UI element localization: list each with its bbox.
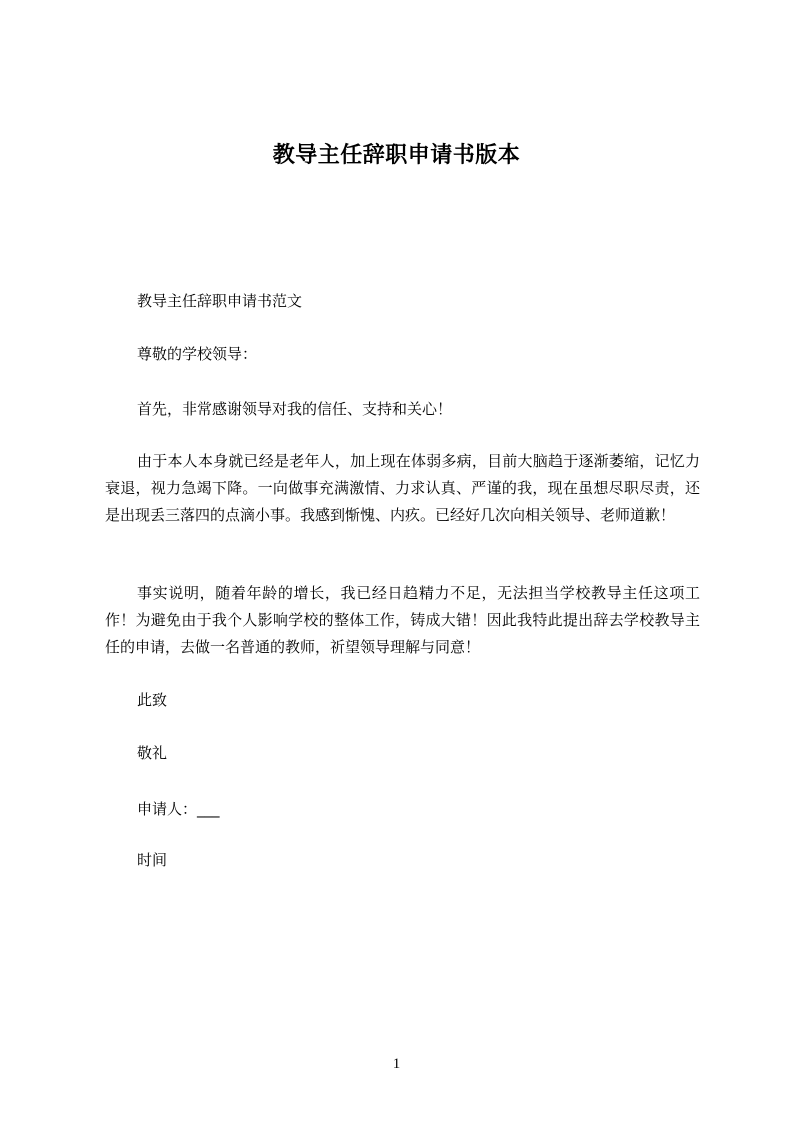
closing-cizhi: 此致 (137, 691, 168, 709)
time-label: 时间 (137, 851, 168, 869)
applicant-line (105, 796, 700, 823)
document-subtitle: 教导主任辞职申请书范文 (137, 292, 303, 310)
paragraph-thanks: 首先，非常感谢领导对我的信任、支持和关心！ (137, 400, 453, 418)
closing-jingli: 敬礼 (137, 744, 168, 762)
paragraph-reasons: 由于本人本身就已经是老年人，加上现在体弱多病，目前大脑趋于逐渐萎缩，记忆力衰退，视力急竭下降。一向做事充满激情、力求认真、严谨的我，现在虽想尽职尽责，还是出现丢三落四的点滴小事。我感到惭愧、内疚。已经好几次向相关领导、老师道歉！ (105, 452, 700, 524)
salutation: 尊敬的学校领导： (137, 345, 258, 363)
page-number: 1 (392, 1056, 401, 1072)
applicant-signature-blank: ___ (197, 800, 220, 818)
applicant-label: 申请人： (137, 800, 198, 818)
document-title: 教导主任辞职申请书版本 (272, 143, 521, 168)
paragraph-request: 事实说明，随着年龄的增长，我已经日趋精力不足，无法担当学校教导主任这项工作！为避免由于我个人影响学校的整体工作，铸成大错！因此我特此提出辞去学校教导主任的申请，去做一名普通的教师，祈望领导理解与同意！ (105, 584, 700, 656)
